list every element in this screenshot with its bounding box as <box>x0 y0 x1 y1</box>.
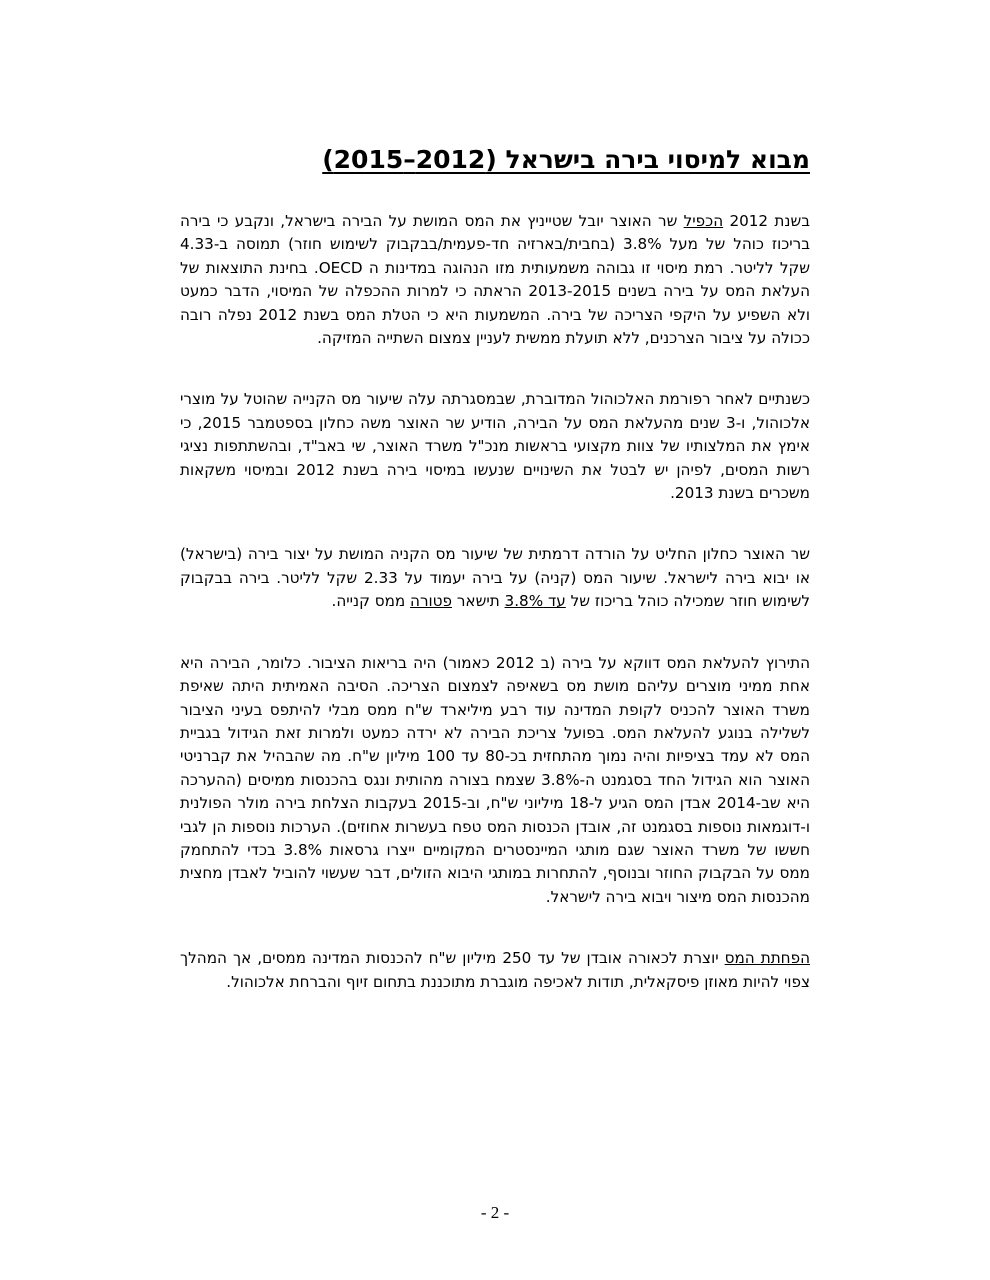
paragraph-1-text-start: בשנת 2012 <box>723 212 810 230</box>
page-title <box>180 142 810 178</box>
underlined-word-doubled: הכפיל <box>683 212 724 230</box>
paragraph-3-text-start: שר האוצר כחלון החליט על הורדה דרמתית של שיעור מס הקניה המושת על יצור בירה (בישראל) או יבוא בירה לישראל. שיעור המס (קניה) על בירה יעמוד על 2.33 שקל לליטר. בירה בבקבוק לשימוש חוזר שמכילה כוהל בריכוז של <box>180 545 810 611</box>
underlined-exempt: פטורה <box>410 592 453 611</box>
paragraph-4: התירוץ להעלאת המס דווקא על בירה (ב 2012 כאמור) היה בריאות הציבור. כלומר, הבירה היא אחת ממיני מוצרים עליהם מושת מס בשאיפה לצמצום הצריכה. הסיבה האמיתית היתה שאיפת משרד האוצר להכניס לקופת המדינה עוד רבע מיליארד ש"ח ממס מבלי להיתפס בעיני הציבור לשלילה בנוגע להעלאת המס. בפועל צריכת הבירה לא ירדה כמעט ולמרות זאת הגידול בגביית המס לא עמד בציפיות והיה נמוך מהתחזית בכ-80 עד 100 מיליון ש"ח. מה שהבהיל את קברניטי האוצר הוא הגידול החד בסגמנט ה-3.8% שצמח בצורה מהותית ונגס בהכנסות ממיסים (ההערכה היא שב-2014 אבדן המס הגיע ל-18 מיליוני ש"ח, וב-2015 בעקבות הצלחת בירה מולר הפולנית ו-דוגמאות נוספות בסגמנט זה, אובדן הכנסות המס טפח בעשרות אחוזים). הערכות נוספות הן לגבי חששו של משרד האוצר שגם מותגי המיינסטרים המקומיים ייצרו גרסאות 3.8% בכדי להתחמק ממס על הבקבוק החוזר ובנוסף, להתחרות במותגי היבוא הזולים, דבר שעשוי להוביל לאבדן מחצית מהכנסות המס מיצור ויבוא בירה לישראל. <box>180 653 811 906</box>
paragraph-3-text-mid: תישאר <box>452 592 505 611</box>
paragraph-3 <box>180 543 810 613</box>
document-body <box>180 210 810 1032</box>
underlined-up-to-3-8: עד 3.8% <box>504 592 566 611</box>
paragraph-1 <box>180 210 810 350</box>
paragraph-5-text-rest: יוצרת לכאורה אובדן של עד 250 מיליון ש"ח להכנסות המדינה ממסים, אך המהלך צפוי להיות מאוזן פיסקאלית, תודות לאכיפה מוגברת מתוכננת בתחום זיוף והברחת אלכוהול. <box>180 949 810 991</box>
page-title-text: מבוא למיסוי בירה בישראל (2012–2015) <box>322 145 810 174</box>
page-number: - 2 - <box>480 1203 510 1222</box>
underlined-tax-reduction: הפחתת המס <box>724 949 810 968</box>
paragraph-3-text-end: ממס קנייה. <box>331 592 411 611</box>
paragraph-1-text-rest: שר האוצר יובל שטייניץ את המס המושת על הבירה בישראל, ונקבע כי בירה בריכוז כוהל של מעל 3.8% (בחבית/בארזיה חד-פעמית/בבקבוק לשימוש חוזר) תמוסה ב-4.33 שקל לליטר. רמת מיסוי זו גבוהה משמעותית מזו הנהוגה במדינות ה OECD. בחינת התוצאות של העלאת המס על בירה בשנים 2013-2015 הראתה כי למרות ההכפלה של המיסוי, הדבר כמעט ולא השפיע על היקפי הצריכה של בירה. המשמעות היא כי הטלת המס בשנת 2012 נפלה רובה ככולה על ציבור הצרכנים, ללא תועלת ממשית לעניין צמצום השתייה המזיקה. <box>180 212 810 348</box>
paragraph-2: כשנתיים לאחר רפורמת האלכוהול המדוברת, שבמסגרתה עלה שיעור מס הקנייה שהוטל על מוצרי אלכוהול, ו-3 שנים מהעלאת המס על הבירה, הודיע שר האוצר משה כחלון בספטמבר 2015, כי אימץ את המלצותיו של צוות מקצועי בראשות מנכ"ל משרד האוצר, שי באב"ד, ובהשתתפות נציגי רשות המסים, לפיהן יש לבטל את השינויים שנעשו במיסוי בירה בשנת 2012 ובמיסוי משקאות משכרים בשנת 2013. <box>180 390 810 503</box>
paragraph-5 <box>180 947 810 994</box>
